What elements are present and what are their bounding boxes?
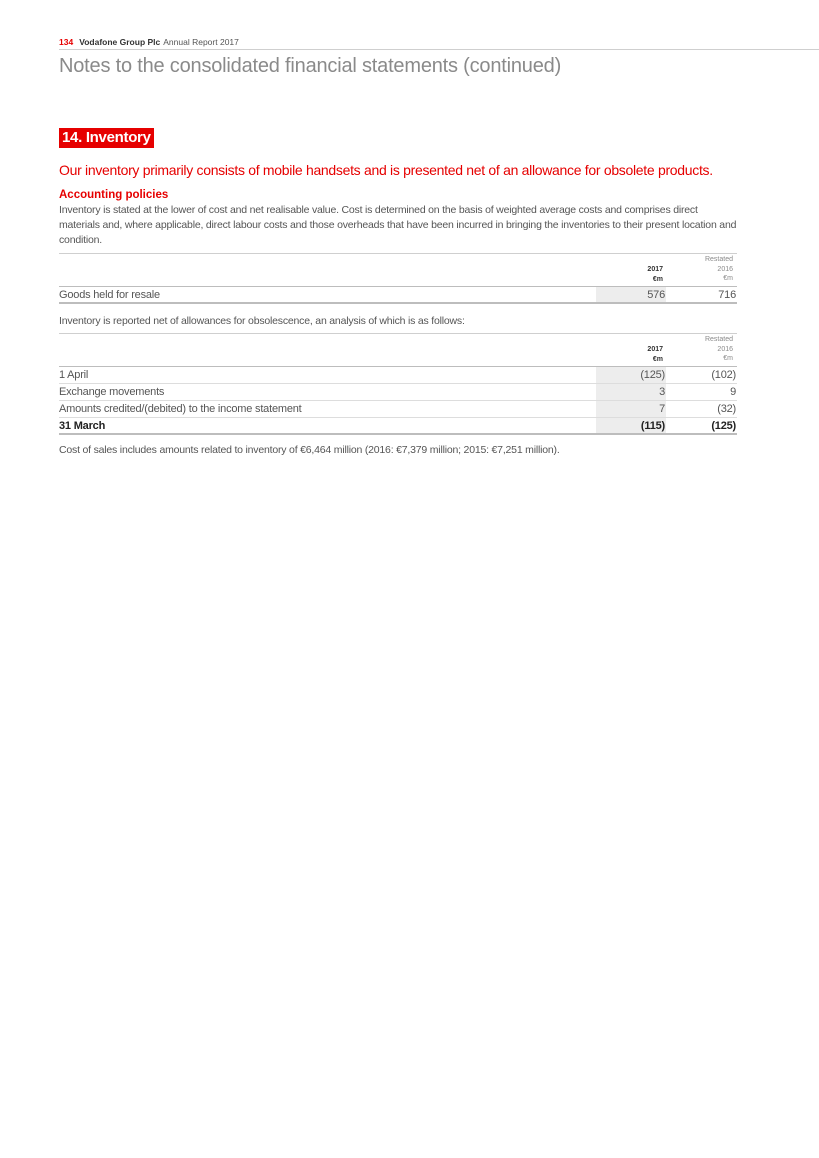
goods-table: [59, 253, 737, 304]
col-year: 2017: [647, 266, 663, 273]
value-2016: (102): [711, 369, 736, 381]
row-label: 31 March: [59, 420, 106, 432]
value-2016: 716: [718, 289, 736, 301]
col-year: 2017: [647, 346, 663, 353]
col-restated: Restated: [704, 336, 733, 343]
table-row: [59, 401, 737, 418]
note-badge: 14. Inventory: [59, 128, 154, 148]
col-2017-header: [647, 345, 663, 364]
col-unit: €m: [723, 355, 733, 362]
header-divider: [59, 49, 819, 50]
col-year: 2016: [717, 265, 733, 273]
page-header: [59, 37, 239, 47]
col-unit: €m: [652, 275, 663, 283]
table-row: [59, 287, 737, 304]
col-unit: €m: [652, 355, 663, 363]
value-2016: 9: [730, 386, 736, 398]
section-title: Notes to the consolidated financial statements (continued): [59, 55, 562, 77]
company-name: Vodafone Group Plc: [79, 37, 161, 47]
table-header: [59, 334, 737, 366]
col-2016-header: [705, 255, 733, 284]
value-2016: (32): [717, 403, 736, 415]
row-label: Amounts credited/(debited) to the income statement: [59, 403, 302, 415]
row-label: Goods held for resale: [59, 289, 160, 301]
value-2017: 7: [596, 401, 666, 417]
col-restated: Restated: [704, 256, 733, 263]
table-row: [59, 367, 737, 384]
table-row: [59, 384, 737, 401]
col-unit: €m: [723, 275, 733, 282]
row-label: Exchange movements: [59, 386, 165, 398]
note-intro: Our inventory primarily consists of mobile handsets and is presented net of an allowance for obsolete products.: [59, 162, 713, 178]
table-total-row: [59, 418, 737, 435]
col-2016-header: [705, 335, 733, 364]
col-2017-header: [647, 265, 663, 284]
value-2017: 3: [596, 384, 666, 400]
accounting-policies-body: Inventory is stated at the lower of cost and net realisable value. Cost is determined on the basis of weighted average costs and comprises direct materials and, where applicable, direct labour costs and those overheads that have been incurred in bringing the inventories to their present location and condition.: [59, 204, 737, 246]
row-label: 1 April: [59, 369, 89, 381]
value-2017: (115): [596, 418, 666, 433]
value-2017: (125): [596, 367, 666, 383]
cost-of-sales-paragraph: Cost of sales includes amounts related to inventory of €6,464 million (2016: €7,379 million; 2015: €7,251 million).: [59, 444, 560, 456]
allowance-table: [59, 333, 737, 435]
value-2017: 576: [596, 287, 666, 302]
page-number: 134: [59, 37, 74, 47]
col-year: 2016: [717, 345, 733, 353]
allowance-paragraph: Inventory is reported net of allowances for obsolescence, an analysis of which is as follows:: [59, 315, 465, 327]
accounting-policies-heading: Accounting policies: [59, 189, 169, 201]
value-2016: (125): [711, 420, 736, 432]
report-name: Annual Report 2017: [163, 37, 239, 47]
table-header: [59, 254, 737, 286]
